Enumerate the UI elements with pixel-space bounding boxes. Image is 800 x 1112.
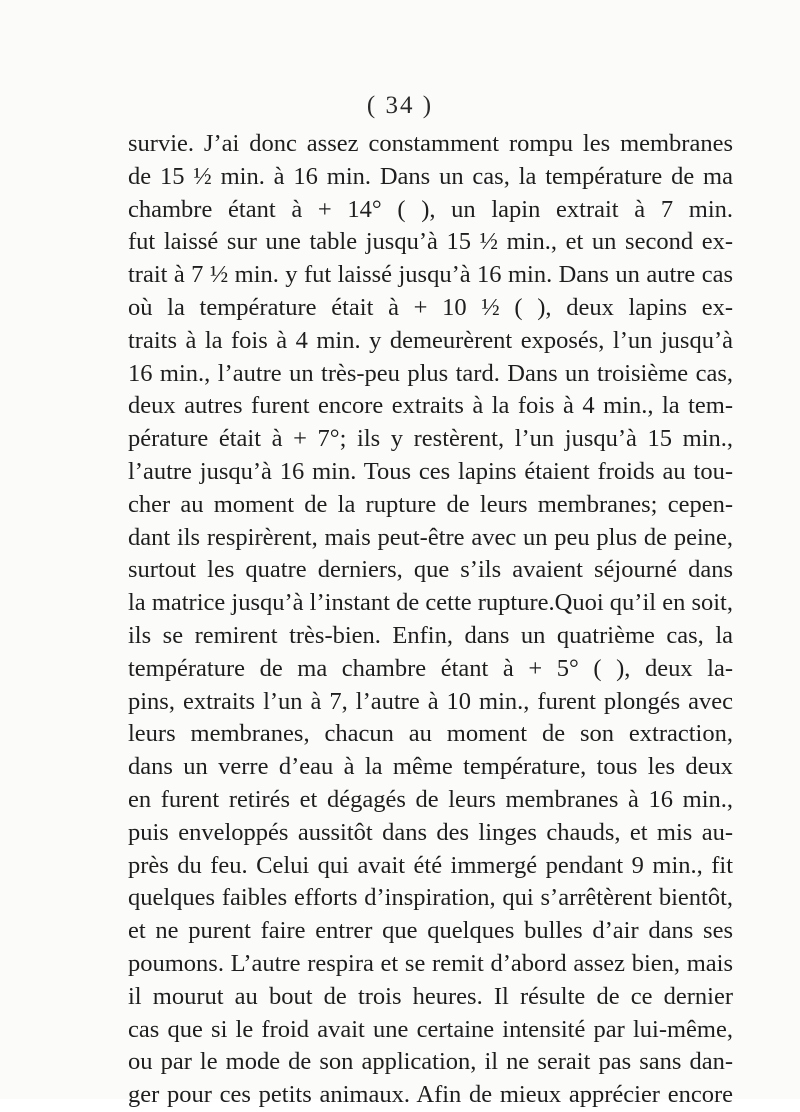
text-line: deux autres furent encore extraits à la fois à 4 min., la tem- xyxy=(128,392,733,420)
text-line: ils se remirent très-bien. Enfin, dans un quatrième cas, la xyxy=(128,621,733,649)
page-number: ( 34 ) xyxy=(366,92,434,119)
text-line: quelques faibles efforts d’inspiration, qui s’arrêtèrent bientôt, xyxy=(128,884,733,912)
text-line: de 15 ½ min. à 16 min. Dans un cas, la température de ma xyxy=(128,162,733,190)
text-line: cher au moment de la rupture de leurs membranes; cepen- xyxy=(128,490,733,518)
text-line: 16 min., l’autre un très-peu plus tard. Dans un troisième cas, xyxy=(128,359,733,387)
text-line: en furent retirés et dégagés de leurs membranes à 16 min., xyxy=(128,785,733,813)
text-line: poumons. L’autre respira et se remit d’abord assez bien, mais xyxy=(128,949,733,977)
text-line: leurs membranes, chacun au moment de son extraction, xyxy=(128,720,733,748)
text-line: ou par le mode de son application, il ne serait pas sans dan- xyxy=(128,1048,733,1076)
text-line: température de ma chambre étant à + 5° ( ), deux la- xyxy=(128,654,733,682)
text-line: puis enveloppés aussitôt dans des linges chauds, et mis au- xyxy=(128,818,733,846)
text-line: chambre étant à + 14° ( ), un lapin extrait à 7 min. xyxy=(128,195,733,223)
body-text xyxy=(128,128,733,1112)
text-line: où la température était à + 10 ½ ( ), deux lapins ex- xyxy=(128,293,733,321)
text-line: fut laissé sur une table jusqu’à 15 ½ min., et un second ex- xyxy=(128,228,733,256)
text-line: surtout les quatre derniers, que s’ils avaient séjourné dans xyxy=(128,556,733,584)
text-line: traits à la fois à 4 min. y demeurèrent exposés, l’un jusqu’à xyxy=(128,326,733,354)
text-line: pins, extraits l’un à 7, l’autre à 10 min., furent plongés avec xyxy=(128,687,733,715)
text-line: il mourut au bout de trois heures. Il résulte de ce dernier xyxy=(128,982,733,1010)
text-line: l’autre jusqu’à 16 min. Tous ces lapins étaient froids au tou- xyxy=(128,457,733,485)
text-line: la matrice jusqu’à l’instant de cette rupture.Quoi qu’il en soit, xyxy=(128,589,733,617)
text-line: près du feu. Celui qui avait été immergé pendant 9 min., fit xyxy=(128,851,733,879)
text-line: dant ils respirèrent, mais peut-être avec un peu plus de peine, xyxy=(128,523,733,551)
text-line: cas que si le froid avait une certaine intensité par lui-même, xyxy=(128,1015,733,1043)
text-line: pérature était à + 7°; ils y restèrent, l’un jusqu’à 15 min., xyxy=(128,425,733,453)
text-line: trait à 7 ½ min. y fut laissé jusqu’à 16 min. Dans un autre cas xyxy=(128,261,733,289)
text-line: survie. J’ai donc assez constamment rompu les membranes xyxy=(128,130,733,157)
text-line: ger pour ces petits animaux. Afin de mieux apprécier encore xyxy=(128,1081,733,1109)
text-line: dans un verre d’eau à la même température, tous les deux xyxy=(128,753,733,781)
text-line: et ne purent faire entrer que quelques bulles d’air dans ses xyxy=(128,917,733,945)
